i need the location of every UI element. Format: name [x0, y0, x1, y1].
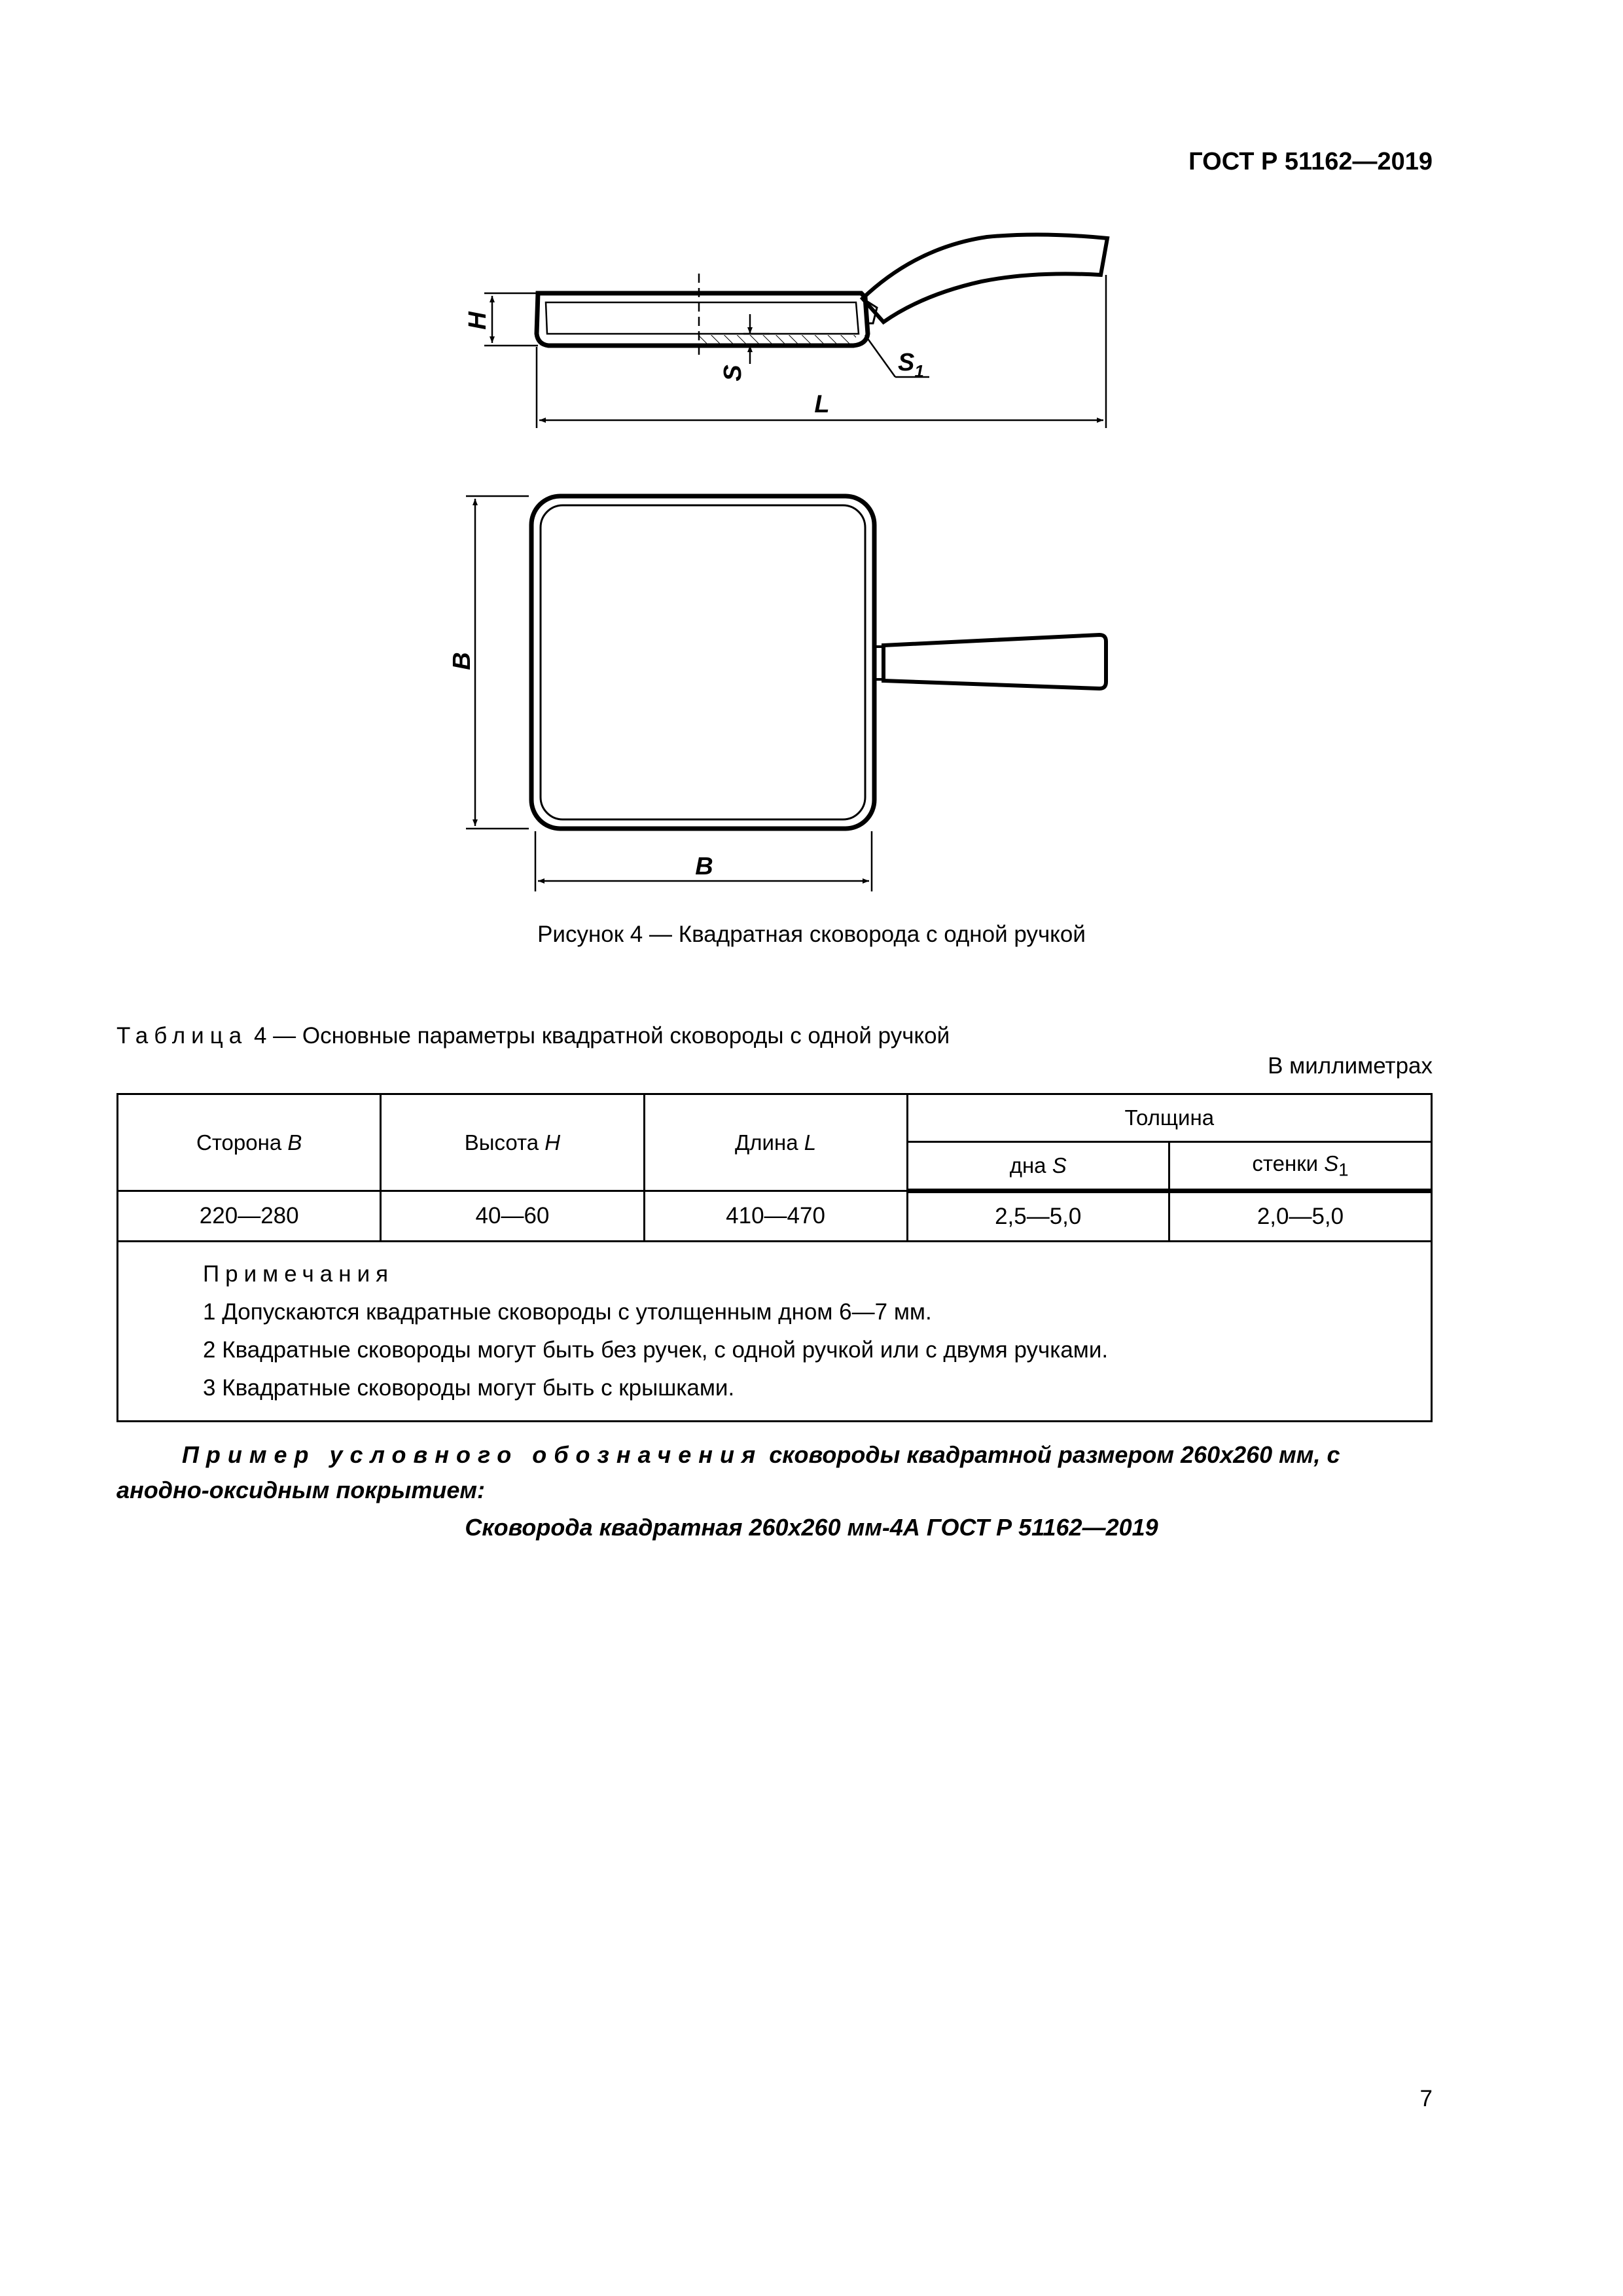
header-thickness: Толщина	[907, 1094, 1431, 1142]
side-view	[537, 234, 1107, 359]
header-length: Длина L	[644, 1094, 907, 1191]
cell-side: 220—280	[118, 1191, 381, 1242]
top-view	[531, 496, 1106, 829]
cell-wall: 2,0—5,0	[1169, 1191, 1431, 1242]
label-B-vertical: B	[448, 652, 476, 670]
cell-length: 410—470	[644, 1191, 907, 1242]
note-item: 2 Квадратные сковороды могут быть без ручек, с одной ручкой или с двумя ручками.	[203, 1337, 1109, 1363]
document-code: ГОСТ Р 51162—2019	[1188, 148, 1433, 175]
table-title-prefix: Таблица	[116, 1023, 248, 1049]
dimension-H	[484, 293, 538, 346]
designation-string: Сковорода квадратная 260х260 мм-4А ГОСТ Р 51162—2019	[465, 1514, 1158, 1541]
pan-top-inner	[541, 505, 865, 819]
header-bottom-thickness: дна S	[907, 1142, 1169, 1191]
pan-top-outer	[531, 496, 874, 829]
note-item: 1 Допускаются квадратные сковороды с утолщенным дном 6—7 мм.	[203, 1299, 932, 1325]
parameters-table	[116, 1093, 1433, 1422]
header-wall-thickness: стенки $S_1$	[1169, 1142, 1431, 1191]
pan-side-inner	[546, 302, 859, 334]
label-L: L	[814, 391, 830, 418]
cell-bottom: 2,5—5,0	[907, 1191, 1169, 1242]
label-H: H	[464, 312, 491, 330]
figure-caption: Рисунок 4 — Квадратная сковорода с одной ручкой	[537, 922, 1086, 947]
example-text: сковороды квадратной размером 260х260 мм, с анодно-оксидным покрытием:	[116, 1441, 1340, 1503]
note-item: 3 Квадратные сковороды могут быть с крышками.	[203, 1375, 735, 1401]
bottom-hatch	[699, 335, 856, 344]
label-S1: $S_1$	[898, 349, 924, 381]
cell-height: 40—60	[381, 1191, 644, 1242]
handle-side	[863, 234, 1107, 322]
page-number: 7	[1419, 2086, 1433, 2111]
figure-square-pan	[0, 0, 1623, 916]
table-notes	[118, 1242, 1432, 1422]
designation-example	[116, 1437, 1433, 1508]
label-S: S	[719, 365, 747, 382]
example-lead: Пример условного обозначения	[182, 1441, 763, 1468]
handle-top	[883, 635, 1106, 689]
table-title-text: 4 — Основные параметры квадратной сковороды с одной ручкой	[247, 1023, 950, 1049]
table-units: В миллиметрах	[1268, 1053, 1433, 1079]
table-row	[118, 1191, 1432, 1242]
label-B-horizontal: B	[695, 853, 713, 880]
header-side: Сторона B	[118, 1094, 381, 1191]
header-height: Высота H	[381, 1094, 644, 1191]
table-title	[116, 1023, 950, 1049]
notes-title: Примечания	[203, 1261, 395, 1287]
